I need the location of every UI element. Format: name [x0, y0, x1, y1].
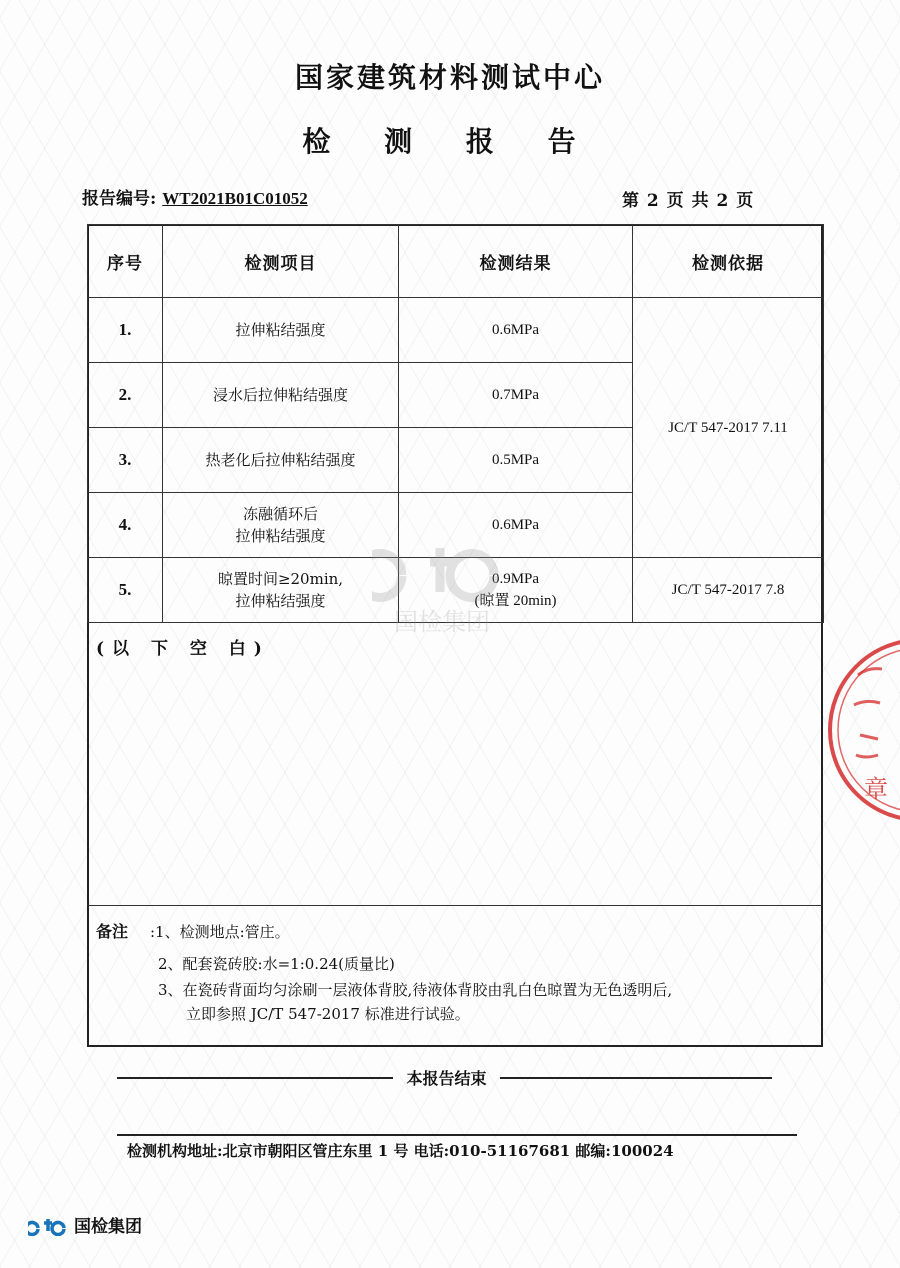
notes-divider: [87, 905, 823, 906]
header-basis: 检测依据: [633, 225, 824, 298]
org-title: 国家建筑材料测试中心: [294, 61, 605, 94]
blank-note: (以 下 空 白): [96, 639, 270, 659]
page-info: 第 2 页 共 2 页: [622, 191, 755, 211]
row-result-line2: (晾置 20min): [474, 593, 557, 609]
note-3: 3、在瓷砖背面均匀涂刷一层液体背胶,待液体背胶由乳白色晾置为无色透明后,: [158, 981, 673, 999]
report-number: [82, 184, 308, 209]
row-index: 4.: [88, 493, 163, 558]
watermark-logo: [372, 528, 512, 638]
note-1: :1、检测地点:管庄。: [150, 923, 290, 941]
end-divider-right: [500, 1077, 772, 1079]
row-item: [163, 558, 399, 623]
row-result: 0.7MPa: [399, 363, 633, 428]
official-seal-stamp: [828, 635, 900, 825]
notes-lead: 备注: [96, 922, 129, 941]
lab-address: 检测机构地址:北京市朝阳区管庄东里 1 号 电话:010-51167681 邮编:100024: [127, 1142, 674, 1160]
row-result-line1: 0.9MPa: [491, 571, 540, 587]
row-item: 拉伸粘结强度: [163, 298, 399, 363]
row-item: 浸水后拉伸粘结强度: [163, 363, 399, 428]
address-divider: [117, 1134, 797, 1136]
watermark-text: 国检集团: [394, 608, 490, 636]
row-basis-merged: JC/T 547-2017 7.11: [633, 298, 824, 558]
row-index: 3.: [88, 428, 163, 493]
end-divider-left: [117, 1077, 393, 1079]
row-item: [163, 493, 399, 558]
report-number-label: 报告编号:: [82, 189, 157, 209]
row-result: 0.6MPa: [399, 493, 633, 558]
report-title: 检 测 报 告: [302, 125, 598, 158]
row-item-line1: 冻融循环后: [242, 505, 318, 523]
row-result: 0.5MPa: [399, 428, 633, 493]
row-item-line1: 晾置时间≥20min,: [217, 570, 344, 588]
row-item-line2: 拉伸粘结强度: [235, 527, 326, 545]
note-2: 2、配套瓷砖胶:水=1:0.24(质量比): [158, 955, 395, 973]
row-result: 0.6MPa: [399, 298, 633, 363]
company-logo: [28, 1212, 142, 1237]
header-item: 检测项目: [163, 225, 399, 298]
ctc-logo-icon: [28, 1214, 68, 1236]
table-row: [88, 298, 824, 363]
header-index: 序号: [88, 225, 163, 298]
notes-section: [96, 918, 673, 1023]
seal-text: 章: [864, 775, 888, 803]
row-index: 5.: [88, 558, 163, 623]
report-end-text: 本报告结束: [406, 1069, 487, 1088]
row-index: 1.: [88, 298, 163, 363]
row-item: 热老化后拉伸粘结强度: [163, 428, 399, 493]
header-result: 检测结果: [399, 225, 633, 298]
logo-text: 国检集团: [74, 1217, 142, 1237]
row-basis: JC/T 547-2017 7.8: [633, 558, 824, 623]
row-index: 2.: [88, 363, 163, 428]
row-item-line2: 拉伸粘结强度: [235, 592, 326, 610]
report-number-value: WT2021B01C01052: [162, 189, 308, 208]
note-3-continued: 立即参照 JC/T 547-2017 标准进行试验。: [186, 1005, 470, 1023]
table-header-row: [88, 225, 824, 298]
